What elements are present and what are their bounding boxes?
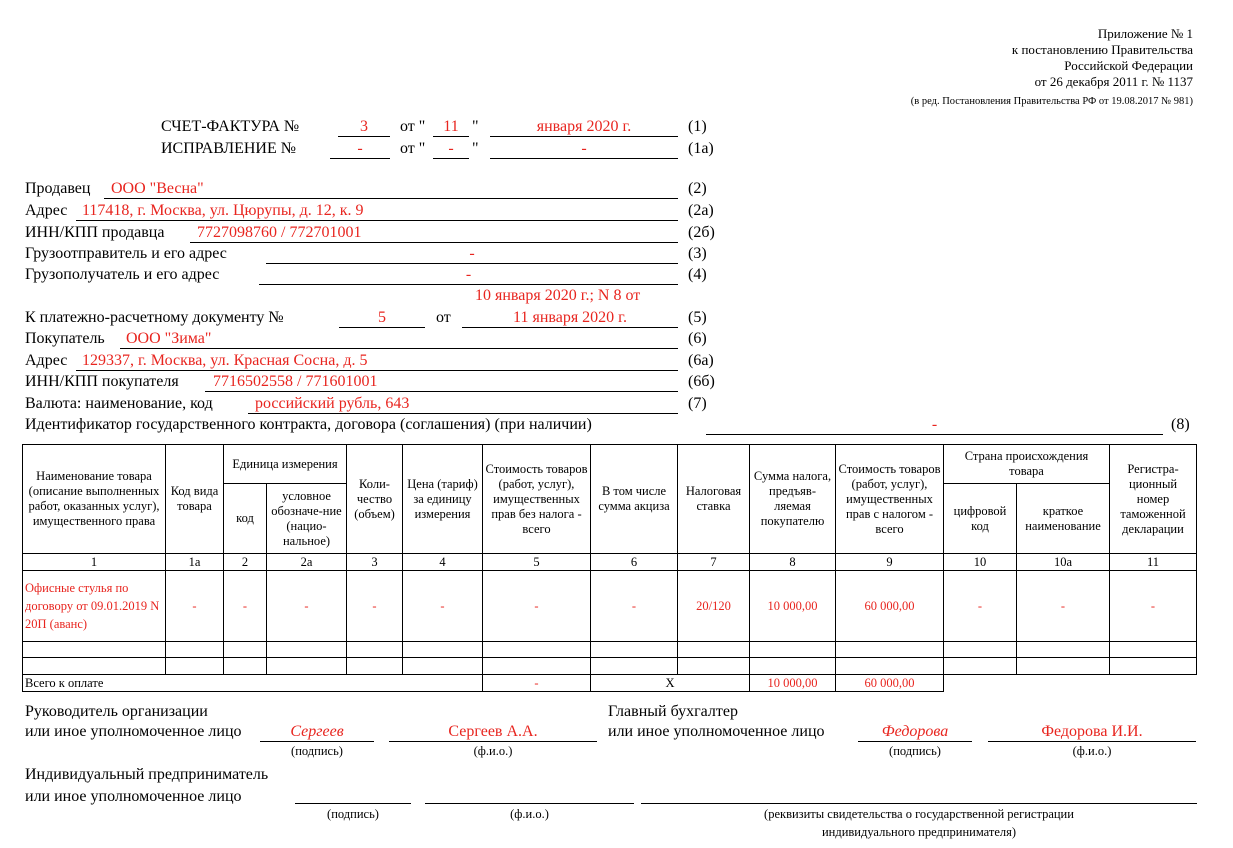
accountant-signature: Федорова — [881, 723, 949, 740]
empty-row — [23, 642, 1197, 658]
currency-value: российский рубль, 643 — [255, 395, 410, 412]
seller-address-code: (2а) — [688, 202, 714, 219]
buyer-address-label: Адрес — [25, 352, 68, 369]
buyer-value: ООО "Зима" — [126, 330, 212, 347]
paydoc-code: (5) — [688, 309, 707, 326]
correction-number-line — [330, 158, 390, 159]
correction-date: - — [581, 140, 587, 157]
appendix-line-4: от 26 декабря 2011 г. № 1137 — [1034, 74, 1193, 89]
total-cost: - — [483, 675, 591, 692]
paydoc-number-line — [339, 327, 425, 328]
correction-quote: " — [472, 140, 479, 157]
header-country: Страна происхождения товара — [944, 445, 1110, 484]
currency-line — [248, 413, 678, 414]
seller-inn-code: (2б) — [688, 224, 715, 241]
header-unit: Единица измерения — [224, 445, 347, 484]
paydoc-date-line — [462, 327, 678, 328]
buyer-label: Покупатель — [25, 330, 105, 347]
accountant-fio-caption: (ф.и.о.) — [1072, 744, 1112, 758]
consignee-value: - — [465, 266, 472, 283]
total-sum: 60 000,00 — [836, 675, 944, 692]
head-sign-caption: (подпись) — [291, 744, 343, 758]
invoice-date: января 2020 г. — [536, 118, 632, 135]
buyer-inn-label: ИНН/КПП покупателя — [25, 373, 179, 390]
buyer-address-line — [76, 370, 678, 371]
seller-address-line — [76, 220, 678, 221]
seller-inn-label: ИНН/КПП продавца — [25, 224, 165, 241]
correction-code: (1а) — [688, 140, 714, 157]
header-kind-code: Код вида товара — [166, 445, 224, 554]
invoice-day-line — [433, 136, 469, 137]
correction-title: ИСПРАВЛЕНИЕ № — [161, 140, 297, 157]
header-unit-name: условное обозначе-ние (нацио-нальное) — [267, 484, 347, 554]
seller-label: Продавец — [25, 180, 91, 197]
total-label: Всего к оплате — [23, 675, 483, 692]
appendix-edition: (в ред. Постановления Правительства РФ от 19.08.2017 № 981) — [910, 96, 1193, 107]
ip-title-line1: Индивидуальный предприниматель — [25, 766, 269, 783]
row-tax-rate: 20/120 — [678, 571, 750, 642]
header-country-name: краткое наименование — [1017, 484, 1110, 554]
consignee-label: Грузополучатель и его адрес — [25, 266, 220, 283]
accountant-title-line2: или иное уполномоченное лицо — [608, 723, 825, 740]
row-unit-code: - — [224, 571, 267, 642]
total-tax: 10 000,00 — [750, 675, 836, 692]
row-customs: - — [1110, 571, 1197, 642]
paydoc-date: 11 января 2020 г. — [513, 309, 627, 326]
total-row — [23, 675, 1197, 692]
row-quantity: - — [347, 571, 403, 642]
contract-value: - — [931, 416, 938, 433]
col-num: 11 — [1110, 554, 1197, 571]
col-num: 2а — [267, 554, 347, 571]
col-num: 7 — [678, 554, 750, 571]
col-num: 10 — [944, 554, 1017, 571]
col-num: 3 — [347, 554, 403, 571]
buyer-address-value: 129337, г. Москва, ул. Красная Сосна, д. 5 — [82, 352, 368, 369]
accountant-title-line1: Главный бухгалтер — [608, 703, 738, 720]
paydoc-number: 5 — [378, 309, 386, 326]
ip-requisites-line — [641, 803, 1197, 804]
buyer-line — [120, 348, 678, 349]
shipper-code: (3) — [688, 245, 707, 262]
invoice-number-line — [338, 136, 390, 137]
header-cost-no-tax: Стоимость товаров (работ, услуг), имущественных прав без налога - всего — [483, 445, 591, 554]
head-name: Сергеев А.А. — [448, 723, 538, 740]
shipper-line — [266, 263, 678, 264]
invoice-date-line — [490, 136, 678, 137]
correction-day-line — [433, 158, 469, 159]
invoice-title: СЧЕТ-ФАКТУРА № — [161, 118, 300, 135]
row-price: - — [403, 571, 483, 642]
col-num: 6 — [591, 554, 678, 571]
seller-inn-value: 7727098760 / 772701001 — [197, 224, 362, 241]
column-numbers-row — [23, 554, 1197, 571]
buyer-inn-code: (6б) — [688, 373, 715, 390]
appendix-line-1: Приложение № 1 — [1097, 26, 1193, 41]
col-num: 10а — [1017, 554, 1110, 571]
header-tax-rate: Налоговая ставка — [678, 445, 750, 554]
head-fio-caption: (ф.и.о.) — [473, 744, 513, 758]
ip-sign-line — [295, 803, 411, 804]
ip-fio-caption: (ф.и.о.) — [510, 807, 549, 821]
contract-code: (8) — [1171, 416, 1190, 433]
col-num: 5 — [483, 554, 591, 571]
seller-code: (2) — [688, 180, 707, 197]
invoice-table — [22, 444, 1197, 692]
row-country-code: - — [944, 571, 1017, 642]
col-num: 1 — [23, 554, 166, 571]
header-price: Цена (тариф) за единицу измерения — [403, 445, 483, 554]
header-name: Наименование товара (описание выполненных работ, оказанных услуг), имущественного права — [23, 445, 166, 554]
seller-line — [104, 198, 678, 199]
ip-fio-line — [425, 803, 634, 804]
accountant-sign-caption: (подпись) — [889, 744, 941, 758]
row-unit-name: - — [267, 571, 347, 642]
seller-inn-line — [190, 242, 678, 243]
accountant-sign-line — [858, 741, 972, 742]
shipper-value: - — [469, 245, 475, 262]
seller-address-value: 117418, г. Москва, ул. Цюрупы, д. 12, к. 9 — [82, 202, 364, 219]
ip-requisites-caption-1: (реквизиты свидетельства о государственной регистрации — [764, 807, 1074, 821]
contract-label: Идентификатор государственного контракта, договора (соглашения) (при наличии) — [25, 416, 592, 433]
correction-day: - — [448, 140, 454, 157]
head-title-line2: или иное уполномоченное лицо — [25, 723, 242, 740]
ip-title-line2: или иное уполномоченное лицо — [25, 788, 242, 805]
head-title-line1: Руководитель организации — [25, 703, 208, 720]
currency-code: (7) — [688, 395, 707, 412]
head-sign-line — [260, 741, 374, 742]
header-tax-amount: Сумма налога, предъяв-ляемая покупателю — [750, 445, 836, 554]
header-customs: Регистра-ционный номер таможенной декларации — [1110, 445, 1197, 554]
consignee-line — [259, 284, 678, 285]
buyer-inn-value: 7716502558 / 771601001 — [213, 373, 378, 390]
invoice-code: (1) — [688, 118, 707, 135]
head-signature: Сергеев — [290, 723, 344, 740]
paydoc-extra: 10 января 2020 г.; N 8 от — [475, 287, 641, 304]
col-num: 8 — [750, 554, 836, 571]
row-cost: - — [483, 571, 591, 642]
header-unit-code: код — [224, 484, 267, 554]
invoice-from: от " — [400, 118, 426, 135]
invoice-quote: " — [472, 118, 479, 135]
seller-address-label: Адрес — [25, 202, 68, 219]
header-quantity: Коли-чество (объем) — [347, 445, 403, 554]
col-num: 1а — [166, 554, 224, 571]
paydoc-from: от — [436, 309, 451, 326]
seller-value: ООО "Весна" — [111, 180, 204, 197]
row-tax-amount: 10 000,00 — [750, 571, 836, 642]
row-excise: - — [591, 571, 678, 642]
correction-number: - — [357, 140, 363, 157]
row-total: 60 000,00 — [836, 571, 944, 642]
appendix-line-2: к постановлению Правительства — [1011, 42, 1193, 57]
col-num: 2 — [224, 554, 267, 571]
row-name: Офисные стулья по договору от 09.01.2019 N 20П (аванс) — [23, 571, 166, 642]
buyer-address-code: (6а) — [688, 352, 714, 369]
ip-requisites-caption-2: индивидуального предпринимателя) — [821, 825, 1017, 839]
buyer-code: (6) — [688, 330, 707, 347]
contract-line — [706, 434, 1163, 435]
consignee-code: (4) — [688, 266, 707, 283]
empty-row — [23, 658, 1197, 675]
total-excise: X — [591, 675, 750, 692]
col-num: 9 — [836, 554, 944, 571]
row-kind: - — [166, 571, 224, 642]
appendix-line-3: Российской Федерации — [1064, 58, 1193, 73]
paydoc-label: К платежно-расчетному документу № — [25, 309, 284, 326]
table-row — [23, 571, 1197, 642]
header-cost-with-tax: Стоимость товаров (работ, услуг), имущественных прав с налогом - всего — [836, 445, 944, 554]
correction-date-line — [490, 158, 678, 159]
buyer-inn-line — [205, 391, 678, 392]
accountant-name-line — [988, 741, 1196, 742]
invoice-number: 3 — [360, 118, 368, 135]
correction-from: от " — [400, 140, 426, 157]
currency-label: Валюта: наименование, код — [25, 395, 213, 412]
total-empty — [944, 675, 1197, 692]
shipper-label: Грузоотправитель и его адрес — [25, 245, 227, 262]
ip-sign-caption: (подпись) — [327, 807, 379, 821]
header-excise: В том числе сумма акциза — [591, 445, 678, 554]
head-name-line — [389, 741, 597, 742]
invoice-day: 11 — [443, 118, 459, 135]
col-num: 4 — [403, 554, 483, 571]
accountant-name: Федорова И.И. — [1041, 723, 1143, 740]
header-country-code: цифровой код — [944, 484, 1017, 554]
row-country-name: - — [1017, 571, 1110, 642]
